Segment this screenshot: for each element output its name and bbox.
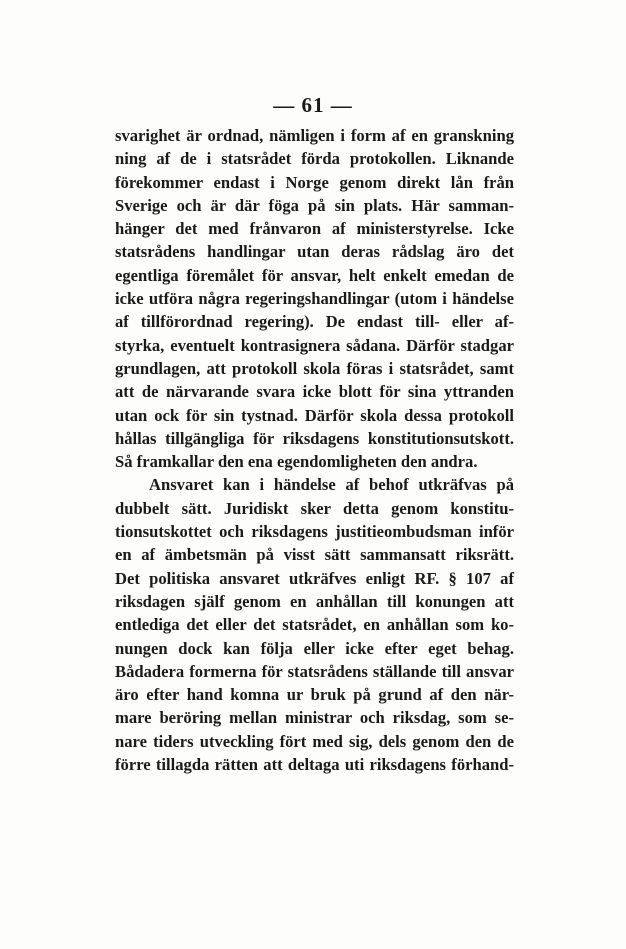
text-line: Så framkallar den ena egendomligheten den andra.: [115, 452, 478, 472]
text-line: Det politiska ansvaret utkräfves enligt RF. § 107 af: [115, 568, 514, 588]
text-line: af tillförordnad regering). De endast till- eller af-: [115, 312, 514, 332]
text-line: hållas tillgängliga för riksdagens konstitutionsutskott.: [115, 428, 514, 448]
text-line: mare beröring mellan ministrar och riksdag, som se-: [115, 708, 514, 728]
text-line: nare tiders utveckling fört med sig, dels genom den de: [115, 731, 514, 751]
text-line: en af ämbetsmän på visst sätt sammansatt riksrätt.: [115, 545, 514, 565]
text-line: förekommer endast i Norge genom direkt lån från: [115, 172, 514, 192]
text-line: entlediga det eller det statsrådet, en anhållan som ko-: [115, 615, 514, 635]
text-line: svarighet är ordnad, nämligen i form af en granskning: [115, 126, 514, 145]
text-line: egentliga föremålet för ansvar, helt enkelt emedan de: [115, 265, 514, 285]
text-line: dubbelt sätt. Juridiskt sker detta genom konstitu-: [115, 498, 514, 518]
page-number: — 61 —: [273, 93, 353, 117]
text-line: grundlagen, att protokoll skola föras i statsrådet, samt: [115, 358, 514, 378]
text-line: statsrådens handlingar utan deras rådslag äro det: [115, 242, 514, 262]
text-line: förre tillagda rätten att deltaga uti riksdagens förhand-: [115, 755, 514, 775]
text-line: tionsutskottet och riksdagens justitieombudsman inför: [115, 522, 514, 542]
text-line: Ansvaret kan i händelse af behof utkräfvas på: [149, 475, 514, 495]
text-line: att de närvarande svara icke blott för sina yttranden: [115, 382, 514, 402]
text-line: Bådadera formerna för statsrådens ställande till ansvar: [115, 661, 514, 681]
text-line: hänger det med frånvaron af ministerstyrelse. Icke: [115, 219, 514, 239]
text-line: äro efter hand komna ur bruk på grund af den när-: [115, 685, 514, 705]
text-line: utan ock för sin tystnad. Därför skola dessa protokoll: [115, 405, 514, 425]
text-line: ning af de i statsrådet förda protokollen. Liknande: [115, 149, 514, 169]
text-line: styrka, eventuelt kontrasignera sådana. Därför stadgar: [115, 335, 514, 355]
body-text: [115, 124, 514, 776]
text-line: nungen dock kan följa eller icke efter eget behag.: [115, 638, 514, 658]
text-line: riksdagen själf genom en anhållan till konungen att: [115, 591, 514, 611]
text-line: icke utföra några regeringshandlingar (utom i händelse: [115, 289, 514, 309]
text-line: Sverige och är där föga på sin plats. Här samman-: [115, 195, 514, 215]
